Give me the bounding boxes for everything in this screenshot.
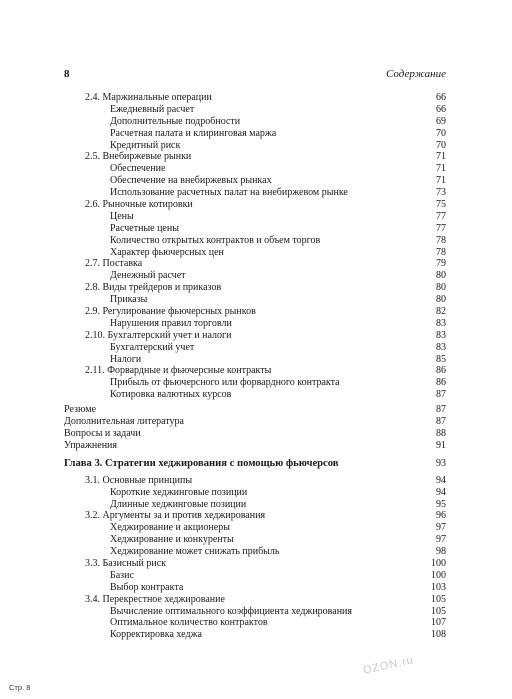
toc-entry-page: 69	[436, 115, 446, 127]
toc-entry-page: 94	[436, 486, 446, 498]
toc-entry-title: Расчетные цены	[110, 222, 179, 234]
toc-entry-title: Резюме	[64, 404, 97, 416]
toc-entry	[64, 187, 446, 199]
table-of-contents	[64, 92, 446, 641]
toc-entry-title: 2.9. Регулирование фьючерсных рынков	[85, 306, 256, 318]
toc-entry-page: 86	[436, 365, 446, 377]
toc-entry-page: 83	[436, 341, 446, 353]
toc-entry-title: Упражнения	[64, 439, 117, 451]
toc-entry-page: 66	[436, 92, 446, 103]
toc-entry-page: 70	[436, 127, 446, 139]
page-number: 8	[64, 68, 70, 80]
toc-entry-page: 82	[436, 306, 446, 318]
toc-entry-title: Оптимальное количество контрактов	[110, 617, 268, 629]
toc-entry	[64, 151, 446, 163]
toc-entry-page: 70	[436, 139, 446, 151]
toc-entry-page: 87	[436, 389, 446, 401]
toc-entry	[64, 404, 446, 416]
toc-entry	[64, 330, 446, 342]
toc-entry-page: 77	[436, 210, 446, 222]
toc-entry-title: 2.5. Внебиржевые рынки	[85, 151, 192, 163]
toc-entry-title: Обеспечение на внебиржевых рынках	[110, 175, 272, 187]
toc-entry-title: Короткие хеджинговые позиции	[110, 486, 248, 498]
toc-entry	[64, 594, 446, 606]
toc-entry-title: Хеджирование и конкуренты	[110, 534, 234, 546]
toc-entry-page: 80	[436, 282, 446, 294]
toc-entry	[64, 342, 446, 354]
toc-entry-title: Использование расчетных палат на внебиржевом рынке	[110, 187, 348, 199]
toc-entry-title: Корректировка хеджа	[110, 629, 202, 641]
toc-entry	[64, 199, 446, 211]
toc-entry	[64, 546, 446, 558]
toc-entry-title: Количество открытых контрактов и объем торгов	[110, 234, 321, 246]
toc-entry	[64, 522, 446, 534]
toc-entry-title: Вопросы и задачи	[64, 427, 141, 439]
toc-entry	[64, 440, 446, 452]
toc-entry-page: 88	[436, 427, 446, 439]
toc-entry-page: 95	[436, 498, 446, 510]
toc-entry-title: Обеспечение	[110, 163, 166, 175]
toc-entry	[64, 306, 446, 318]
toc-entry	[64, 558, 446, 570]
toc-entry-title: Прибыль от фьючерсного или форвардного контракта	[110, 377, 340, 389]
toc-entry-page: 91	[436, 439, 446, 451]
toc-entry-title: 3.3. Базисный риск	[85, 557, 166, 569]
toc-entry	[64, 510, 446, 522]
toc-entry-title: Денежный расчет	[110, 270, 186, 282]
toc-entry-title: Базис	[110, 569, 134, 581]
toc-entry-title: Глава 3. Стратегии хеджирования с помощью фьючерсов	[64, 457, 339, 469]
toc-entry-title: Налоги	[110, 353, 142, 365]
toc-entry-title: Ежедневный расчет	[110, 103, 195, 115]
toc-entry	[64, 92, 446, 104]
toc-entry-page: 71	[436, 175, 446, 187]
toc-entry	[64, 270, 446, 282]
toc-entry	[64, 534, 446, 546]
toc-entry-page: 93	[436, 457, 446, 469]
toc-entry	[64, 175, 446, 187]
toc-entry-title: Бухгалтерский учет	[110, 341, 195, 353]
page-label: Стр. 8	[9, 683, 31, 692]
toc-entry-title: 2.4. Маржинальные операции	[85, 92, 212, 103]
toc-chapter	[64, 457, 446, 471]
toc-entry	[64, 140, 446, 152]
toc-entry	[64, 223, 446, 235]
toc-entry-title: Характер фьючерсных цен	[110, 246, 224, 258]
toc-entry	[64, 211, 446, 223]
toc-entry-title: Вычисление оптимального коэффициента хеджирования	[110, 605, 353, 617]
toc-entry-title: Расчетная палата и клиринговая маржа	[110, 127, 277, 139]
toc-entry-title: 2.6. Рыночные котировки	[85, 199, 193, 211]
watermark-logo: OZON.ru	[362, 654, 415, 677]
toc-entry-page: 97	[436, 534, 446, 546]
toc-entry-title: Нарушения правил торговли	[110, 317, 232, 329]
toc-entry-page: 96	[436, 510, 446, 522]
toc-entry	[64, 247, 446, 259]
toc-entry-page: 103	[431, 581, 446, 593]
toc-entry	[64, 235, 446, 247]
toc-entry-page: 83	[436, 329, 446, 341]
toc-entry-page: 71	[436, 163, 446, 175]
toc-entry	[64, 499, 446, 511]
page-header	[64, 68, 446, 84]
toc-entry	[64, 282, 446, 294]
toc-entry-page: 86	[436, 377, 446, 389]
toc-entry-title: Хеджирование и акционеры	[110, 522, 230, 534]
toc-entry	[64, 116, 446, 128]
toc-entry-page: 87	[436, 416, 446, 428]
toc-entry-page: 85	[436, 353, 446, 365]
toc-entry-page: 78	[436, 234, 446, 246]
toc-entry	[64, 570, 446, 582]
toc-entry-title: 2.8. Виды трейдеров и приказов	[85, 282, 222, 294]
toc-entry	[64, 318, 446, 330]
toc-entry-title: Цены	[110, 210, 134, 222]
toc-entry	[64, 582, 446, 594]
toc-entry	[64, 104, 446, 116]
toc-entry-page: 79	[436, 258, 446, 270]
toc-entry-page: 100	[431, 557, 446, 569]
toc-entry	[64, 354, 446, 366]
toc-entry-page: 100	[431, 569, 446, 581]
toc-entry	[64, 294, 446, 306]
toc-entry	[64, 258, 446, 270]
toc-entry-page: 75	[436, 199, 446, 211]
toc-entry-page: 97	[436, 522, 446, 534]
toc-entry-title: Кредитный риск	[110, 139, 181, 151]
toc-entry	[64, 163, 446, 175]
toc-entry-page: 66	[436, 103, 446, 115]
toc-entry-title: 3.2. Аргументы за и против хеджирования	[85, 510, 266, 522]
toc-entry-page: 105	[431, 605, 446, 617]
toc-entry-title: Дополнительные подробности	[110, 115, 241, 127]
toc-entry-title: 2.10. Бухгалтерский учет и налоги	[85, 329, 232, 341]
toc-entry-page: 80	[436, 270, 446, 282]
toc-entry	[64, 128, 446, 140]
toc-entry-page: 108	[431, 629, 446, 641]
toc-entry-page: 87	[436, 404, 446, 416]
toc-entry-page: 77	[436, 222, 446, 234]
toc-entry-page: 78	[436, 246, 446, 258]
toc-entry-page: 71	[436, 151, 446, 163]
toc-entry-title: 2.7. Поставка	[85, 258, 143, 270]
toc-entry	[64, 617, 446, 629]
toc-entry	[64, 377, 446, 389]
toc-entry-page: 83	[436, 317, 446, 329]
toc-entry	[64, 389, 446, 401]
toc-entry	[64, 629, 446, 641]
toc-entry-page: 73	[436, 187, 446, 199]
toc-entry-title: 3.4. Перекрестное хеджирование	[85, 593, 225, 605]
toc-entry-page: 80	[436, 294, 446, 306]
toc-entry	[64, 365, 446, 377]
toc-entry	[64, 416, 446, 428]
toc-entry-title: Приказы	[110, 294, 148, 306]
toc-entry-page: 107	[431, 617, 446, 629]
toc-entry-title: 2.11. Форвардные и фьючерсные контракты	[85, 365, 272, 377]
toc-entry-title: 3.1. Основные принципы	[85, 474, 193, 486]
toc-entry	[64, 606, 446, 618]
toc-entry-title: Дополнительная литература	[64, 416, 184, 428]
toc-entry-page: 98	[436, 546, 446, 558]
toc-entry-title: Выбор контракта	[110, 581, 184, 593]
toc-entry	[64, 487, 446, 499]
toc-entry-title: Хеджирование может снижать прибыль	[110, 546, 280, 558]
toc-entry-title: Длинные хеджинговые позиции	[110, 498, 247, 510]
toc-entry	[64, 475, 446, 487]
toc-entry-page: 105	[431, 593, 446, 605]
toc-entry-page: 94	[436, 474, 446, 486]
running-title: Содержание	[385, 68, 446, 80]
toc-entry	[64, 428, 446, 440]
toc-entry-title: Котировка валютных курсов	[110, 389, 232, 401]
